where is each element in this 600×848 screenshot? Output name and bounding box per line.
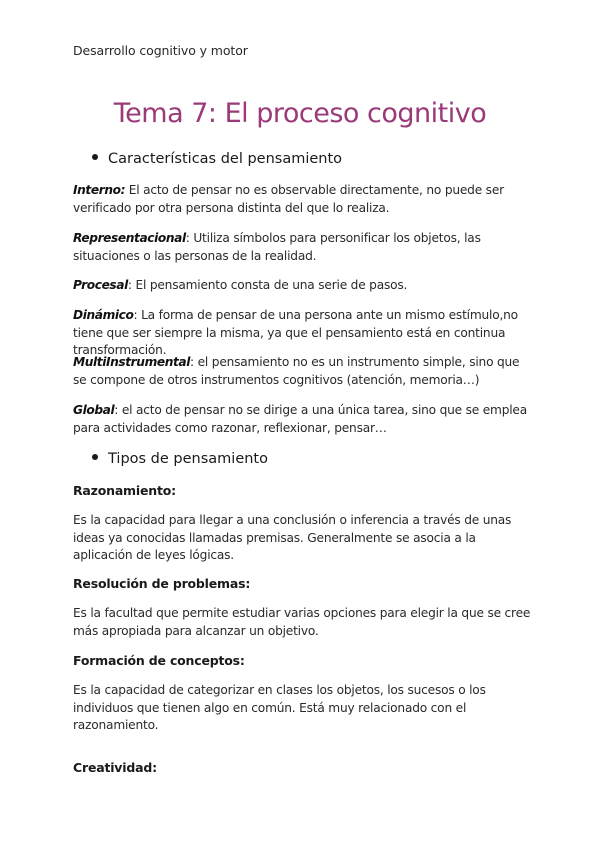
characteristic-text: : el acto de pensar no se dirige a una única tarea, sino que se emplea para actividades como razonar, reflexionar, pensar…: [73, 403, 527, 435]
bullet-icon: [92, 154, 98, 160]
type-description: Es la facultad que permite estudiar varias opciones para elegir la que se cree más apropiada para alcanzar un objetivo.: [73, 606, 531, 638]
section-heading-caracteristicas: [92, 151, 342, 167]
characteristic-item: [73, 402, 533, 437]
section-heading-label: Características del pensamiento: [108, 151, 343, 167]
characteristic-term: Global: [73, 403, 115, 417]
bullet-icon: [92, 454, 98, 460]
type-heading: Razonamiento:: [73, 483, 176, 498]
section-heading-label: Tipos de pensamiento: [108, 451, 268, 467]
page-title: Tema 7: El proceso cognitivo: [113, 98, 487, 129]
characteristic-term: Dinámico: [73, 308, 134, 322]
characteristic-text: : El pensamiento consta de una serie de pasos.: [127, 278, 408, 292]
document-header: Desarrollo cognitivo y motor: [73, 43, 248, 58]
type-heading: Resolución de problemas:: [73, 576, 251, 591]
characteristic-text: El acto de pensar no es observable directamente, no puede ser verificado por otra persona distinta del que lo realiza.: [73, 183, 504, 215]
characteristic-item: [73, 182, 533, 217]
characteristic-text: : La forma de pensar de una persona ante un mismo estímulo,no tiene que ser siempre la misma, ya que el pensamiento está en continua transformación.: [73, 308, 518, 357]
section-heading-tipos: [92, 451, 268, 467]
characteristic-item: [73, 230, 533, 265]
type-description: Es la capacidad para llegar a una conclusión o inferencia a través de unas ideas ya conocidas llamadas premisas. Generalmente se asocia a la aplicación de leyes lógicas.: [73, 513, 512, 562]
characteristic-item: [73, 277, 533, 295]
characteristic-term: Representacional: [73, 231, 186, 245]
characteristic-text: : Utiliza símbolos para personificar los objetos, las situaciones o las personas de la realidad.: [73, 231, 481, 263]
characteristic-item: [73, 307, 533, 360]
type-heading: Creatividad:: [73, 760, 157, 775]
characteristic-term: Procesal: [73, 278, 128, 292]
characteristic-term: Interno:: [73, 183, 126, 197]
characteristic-item: [73, 354, 533, 389]
characteristic-text: : el pensamiento no es un instrumento simple, sino que se compone de otros instrumentos cognitivos (atención, memoria…): [73, 355, 520, 387]
type-heading: Formación de conceptos:: [73, 653, 245, 668]
characteristic-term: MultiInstrumental: [73, 355, 191, 369]
type-description: Es la capacidad de categorizar en clases los objetos, los sucesos o los individuos que tienen algo en común. Está muy relacionado con el razonamiento.: [73, 683, 486, 732]
